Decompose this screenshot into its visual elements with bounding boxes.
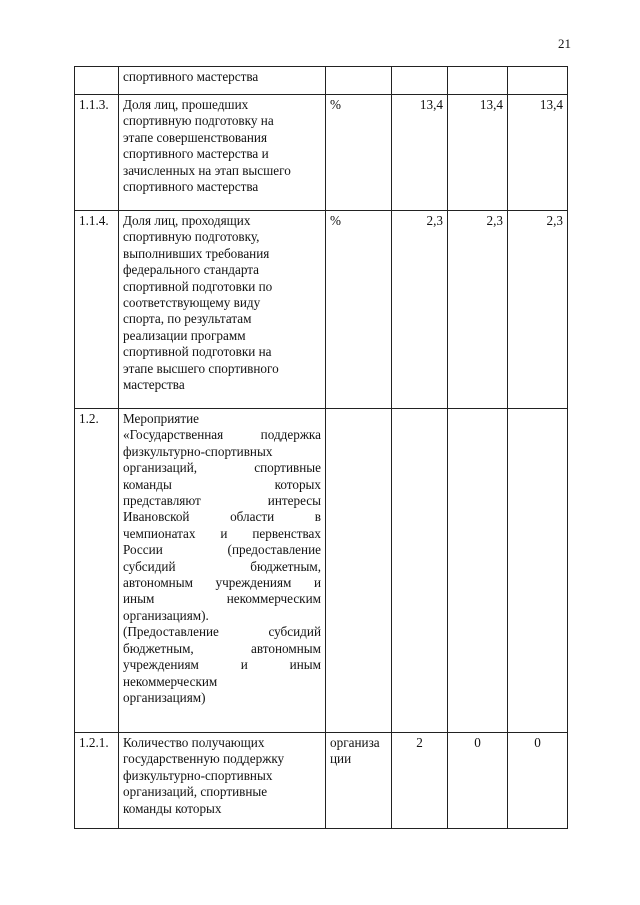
description-line: команды которых bbox=[123, 476, 321, 492]
table-row bbox=[75, 95, 568, 211]
description-line: спортивной подготовки по bbox=[123, 278, 273, 294]
row-value-2-cell bbox=[448, 409, 508, 733]
row-number-cell: 1.1.4. bbox=[75, 211, 119, 409]
description-line: спортивную подготовку, bbox=[123, 229, 260, 245]
description-line: спорта, по результатам bbox=[123, 311, 252, 327]
row-value-1-cell bbox=[392, 409, 448, 733]
description-line: представляют интересы bbox=[123, 493, 321, 509]
row-description-cell bbox=[119, 211, 326, 409]
row-value-1-cell: 2,3 bbox=[392, 211, 448, 409]
row-number-cell bbox=[75, 67, 119, 95]
row-value-2-cell: 2,3 bbox=[448, 211, 508, 409]
description-line: спортивной подготовки на bbox=[123, 344, 272, 360]
row-number-cell: 1.1.3. bbox=[75, 95, 119, 211]
unit-line: организа bbox=[330, 735, 380, 750]
description-line: чемпионатах и первенствах bbox=[123, 525, 321, 541]
row-description-cell bbox=[119, 733, 326, 829]
description-line: некоммерческим bbox=[123, 673, 218, 689]
row-description-cell bbox=[119, 95, 326, 211]
description-line: организаций, спортивные bbox=[123, 460, 321, 476]
description-line: России (предоставление bbox=[123, 542, 321, 558]
description-line: Ивановской области в bbox=[123, 509, 321, 525]
row-value-1-cell bbox=[392, 67, 448, 95]
description-line: этапе совершенствования bbox=[123, 129, 268, 145]
description-line: учреждениям и иным bbox=[123, 657, 321, 673]
description-line: Доля лиц, проходящих bbox=[123, 213, 251, 228]
description-line: физкультурно-спортивных bbox=[123, 767, 273, 783]
row-value-3-cell bbox=[508, 409, 568, 733]
description-line: организациям). bbox=[123, 607, 209, 623]
description-line: этапе высшего спортивного bbox=[123, 360, 279, 376]
description-line: (Предоставление субсидий bbox=[123, 624, 321, 640]
row-unit-cell bbox=[326, 409, 392, 733]
description-line: «Государственная поддержка bbox=[123, 427, 321, 443]
row-value-3-cell: 2,3 bbox=[508, 211, 568, 409]
row-value-1-cell: 13,4 bbox=[392, 95, 448, 211]
description-line: команды которых bbox=[123, 800, 222, 816]
row-value-3-cell bbox=[508, 67, 568, 95]
row-value-2-cell: 0 bbox=[448, 733, 508, 829]
description-line: федерального стандарта bbox=[123, 262, 260, 278]
description-line: автономным учреждениям и bbox=[123, 575, 321, 591]
row-number-cell: 1.2.1. bbox=[75, 733, 119, 829]
row-unit-cell bbox=[326, 67, 392, 95]
table-row bbox=[75, 733, 568, 829]
description-line: зачисленных на этап высшего bbox=[123, 162, 291, 178]
description-line: физкультурно-спортивных bbox=[123, 443, 273, 459]
description-line: Мероприятие bbox=[123, 411, 200, 426]
indicators-table bbox=[74, 66, 568, 829]
table-row bbox=[75, 409, 568, 733]
row-value-1-cell: 2 bbox=[392, 733, 448, 829]
description-line: организаций, спортивные bbox=[123, 784, 268, 800]
row-number-cell: 1.2. bbox=[75, 409, 119, 733]
description-line: бюджетным, автономным bbox=[123, 640, 321, 656]
row-unit-cell bbox=[326, 733, 392, 829]
description-line: спортивного мастерства и bbox=[123, 146, 269, 162]
description-line: мастерства bbox=[123, 377, 185, 393]
description-line: реализации программ bbox=[123, 327, 246, 343]
row-value-3-cell: 0 bbox=[508, 733, 568, 829]
row-unit-cell: % bbox=[326, 211, 392, 409]
row-value-3-cell: 13,4 bbox=[508, 95, 568, 211]
description-line: иным некоммерческим bbox=[123, 591, 321, 607]
unit-line: ции bbox=[330, 751, 352, 767]
row-unit-cell: % bbox=[326, 95, 392, 211]
description-line: организациям) bbox=[123, 689, 206, 705]
description-line: спортивного мастерства bbox=[123, 69, 259, 84]
description-line: выполнивших требования bbox=[123, 245, 270, 261]
row-value-2-cell bbox=[448, 67, 508, 95]
row-description-cell bbox=[119, 67, 326, 95]
table-row bbox=[75, 211, 568, 409]
page-number: 21 bbox=[558, 36, 571, 51]
description-line: государственную поддержку bbox=[123, 751, 285, 767]
description-line: спортивного мастерства bbox=[123, 179, 259, 195]
description-line: Количество получающих bbox=[123, 735, 265, 750]
description-line: соответствующему виду bbox=[123, 295, 261, 311]
row-description-cell bbox=[119, 409, 326, 733]
table-row bbox=[75, 67, 568, 95]
description-line: Доля лиц, прошедших bbox=[123, 97, 249, 112]
description-line: спортивную подготовку на bbox=[123, 113, 274, 129]
description-line: субсидий бюджетным, bbox=[123, 558, 321, 574]
row-value-2-cell: 13,4 bbox=[448, 95, 508, 211]
